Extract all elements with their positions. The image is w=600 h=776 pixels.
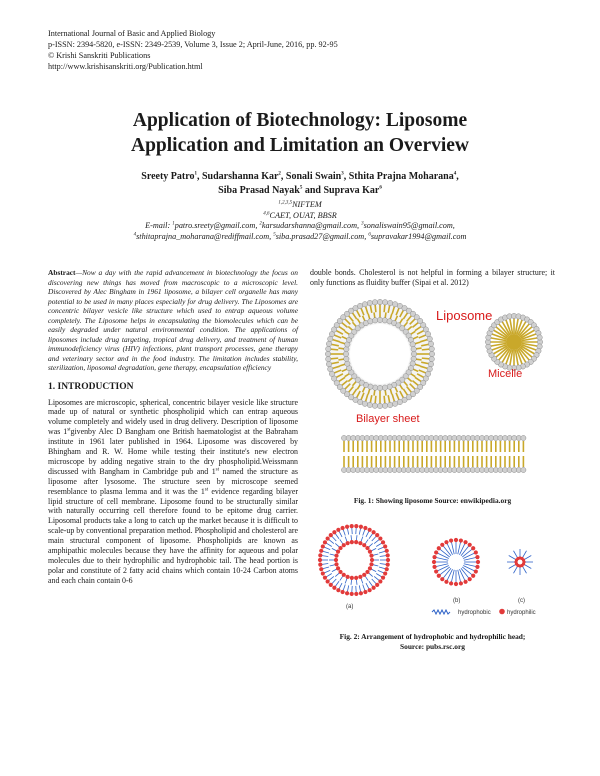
lipid-head bbox=[382, 318, 387, 323]
hydrophilic-head bbox=[372, 586, 376, 590]
lipid-head bbox=[372, 318, 377, 323]
author-name: Sreety Patro bbox=[141, 171, 195, 182]
author-name: Sudarshanna Kar bbox=[202, 171, 279, 182]
lipid-head bbox=[428, 341, 433, 346]
hydrophilic-head bbox=[474, 550, 478, 554]
hydrophilic-head bbox=[378, 579, 382, 583]
lipid-head bbox=[427, 336, 432, 341]
hydrophilic-head bbox=[381, 540, 385, 544]
email-index: 3 bbox=[361, 221, 364, 227]
hydrophilic-head bbox=[372, 530, 376, 534]
hydrophilic-head bbox=[341, 590, 345, 594]
abstract bbox=[48, 268, 298, 373]
email-index: 5 bbox=[273, 231, 276, 237]
lipid-head bbox=[377, 403, 382, 408]
lipid-head bbox=[326, 346, 331, 351]
hydrophilic-head bbox=[476, 560, 480, 564]
hydrophilic-head bbox=[334, 558, 338, 562]
hydrophilic-head bbox=[338, 546, 342, 550]
hydrophilic-head bbox=[318, 558, 322, 562]
lipid-head bbox=[345, 361, 350, 366]
author-index: 1 bbox=[194, 171, 197, 177]
hydrophilic-head bbox=[326, 536, 330, 540]
author-name: Siba Prasad Nayak bbox=[218, 185, 300, 196]
hydrophilic-head bbox=[365, 570, 369, 574]
lipid-head bbox=[425, 331, 430, 336]
lipid-head bbox=[377, 299, 382, 304]
hydrophilic-head bbox=[434, 569, 438, 573]
hydrophilic-head bbox=[323, 540, 327, 544]
author-name: Sonali Swain bbox=[285, 171, 342, 182]
lipid-head bbox=[357, 303, 362, 308]
affiliations bbox=[40, 200, 560, 242]
hydrophilic-head bbox=[432, 555, 436, 559]
hydrophilic-head bbox=[323, 576, 327, 580]
hydrophilic-head bbox=[454, 582, 458, 586]
journal-url[interactable]: http://www.krishisanskriti.org/Publication.html bbox=[48, 62, 203, 71]
hydrophilic-head bbox=[444, 580, 448, 584]
lipid-head bbox=[325, 351, 330, 356]
hydrophilic-head bbox=[346, 575, 350, 579]
section-heading: 1. INTRODUCTION bbox=[48, 381, 134, 392]
lipid-head bbox=[367, 300, 372, 305]
hydrophilic-head bbox=[449, 581, 453, 585]
hydrophilic-head bbox=[375, 583, 379, 587]
hydrophilic-head bbox=[329, 583, 333, 587]
lipid-head bbox=[382, 403, 387, 408]
paper-title bbox=[40, 108, 560, 158]
micelle-label: Micelle bbox=[488, 368, 523, 380]
intro-paragraph bbox=[48, 398, 298, 586]
hydrophilic-head bbox=[432, 565, 436, 569]
hydrophilic-head bbox=[332, 586, 336, 590]
journal-copyright: © Krishi Sanskriti Publications bbox=[48, 51, 151, 60]
author-index: 5 bbox=[299, 185, 303, 191]
hydrophilic-head bbox=[368, 566, 372, 570]
hydrophilic-legend-label: hydrophilic bbox=[507, 610, 536, 616]
superscript: st bbox=[204, 487, 209, 493]
lipid-head bbox=[382, 300, 387, 305]
lipid-head bbox=[537, 335, 542, 340]
lipid-head bbox=[392, 401, 397, 406]
hydrophilic-head bbox=[346, 541, 350, 545]
fig2-micelle-c bbox=[507, 549, 533, 575]
hydrophilic-head bbox=[386, 553, 390, 557]
hydrophilic-head bbox=[437, 546, 441, 550]
hydrophilic-head bbox=[468, 577, 472, 581]
email-link[interactable]: supravakar1994@gmail.com bbox=[370, 231, 467, 241]
lipid-head bbox=[367, 402, 372, 407]
email-index: 1 bbox=[172, 221, 175, 227]
liposome-diagram bbox=[325, 299, 434, 408]
hydrophilic-head bbox=[362, 543, 366, 547]
hydrophilic-head bbox=[383, 544, 387, 548]
fig2-caption bbox=[310, 632, 555, 651]
fig2-vesicle-a bbox=[318, 524, 390, 596]
fig2-label-b: (b) bbox=[453, 598, 461, 604]
hydrophilic-head bbox=[345, 525, 349, 529]
right-column bbox=[310, 268, 555, 288]
hydrophilic-head bbox=[474, 569, 478, 573]
intro-text: evidence regarding bilayer lipid structure of cell membrane. Liposome found to be structurally similar with naturally occurring cell therefore found to be epitome drug carrier. Liposomal products take a long to catch up the market because it is difficult to scale-up by conventional preparation method. Phospholipid and cholesterol are main structural component of liposome. Phospholipids are known as amphipathic molecules because they have the affinity for aqueous and polar molecules due to their hydrophilic and hydrophobic tail. The head portion is polar and constitute of 2 fatty acid chains which contain 10-24 Carbon atoms and each chain contain 0-6 bbox=[48, 486, 298, 585]
author-name: Suprava Kar bbox=[323, 185, 380, 196]
hydrophilic-head bbox=[336, 550, 340, 554]
lipid-head bbox=[372, 403, 377, 408]
affil-inst: CAET, OUAT, BBSR bbox=[269, 210, 337, 220]
right-paragraph: double bonds. Cholesterol is not helpful in forming a bilayer structure; it only functions as fluidity buffer (Sipai et al. 2012) bbox=[310, 268, 555, 287]
hydrophilic-head bbox=[350, 576, 354, 580]
superscript: st bbox=[215, 467, 219, 473]
author-index: 2 bbox=[278, 171, 281, 177]
hydrophilic-head bbox=[386, 563, 390, 567]
hydrophilic-head bbox=[432, 560, 436, 564]
hydrophilic-head bbox=[318, 553, 322, 557]
hydrophilic-head bbox=[321, 544, 325, 548]
email-link[interactable]: karsudarshanna@gmail.com, bbox=[261, 221, 360, 230]
lipid-head bbox=[521, 435, 526, 440]
lipid-head bbox=[377, 385, 382, 390]
lipid-head bbox=[362, 302, 367, 307]
lipid-head bbox=[372, 385, 377, 390]
hydrophilic-head bbox=[522, 558, 525, 561]
email-index: 6 bbox=[368, 231, 371, 237]
hydrophilic-head bbox=[362, 573, 366, 577]
email-line-2 bbox=[40, 232, 560, 243]
author-index: 4 bbox=[453, 171, 457, 177]
email-link[interactable]: siba.prasad27@gmail.com, bbox=[275, 231, 367, 241]
bilayer-label: Bilayer sheet bbox=[356, 413, 420, 425]
hydrophilic-head bbox=[329, 533, 333, 537]
hydrophilic-head bbox=[471, 546, 475, 550]
hydrophilic-head bbox=[454, 538, 458, 542]
fig2-legend bbox=[432, 609, 536, 616]
micelle-core bbox=[506, 334, 522, 350]
hydrophilic-head bbox=[368, 550, 372, 554]
lipid-head bbox=[387, 384, 392, 389]
lipid-head bbox=[429, 346, 434, 351]
hydrophilic-head bbox=[385, 549, 389, 553]
email-index: 4 bbox=[133, 231, 137, 237]
hydrophilic-head bbox=[459, 581, 463, 585]
lipid-head bbox=[428, 361, 433, 366]
hydrophilic-head bbox=[359, 591, 363, 595]
journal-header bbox=[48, 28, 338, 72]
hydrophilic-head bbox=[463, 540, 467, 544]
hydrophilic-head bbox=[318, 563, 322, 567]
hydrophilic-head bbox=[386, 558, 390, 562]
lipid-head bbox=[344, 346, 349, 351]
hydrophilic-head bbox=[444, 540, 448, 544]
hydrophilic-head bbox=[475, 565, 479, 569]
hydrophilic-head bbox=[370, 558, 374, 562]
author-index: 3 bbox=[341, 171, 344, 177]
hydrophilic-head bbox=[359, 525, 363, 529]
hydrophilic-head bbox=[365, 546, 369, 550]
fig2-label-a: (a) bbox=[346, 604, 354, 610]
lipid-head bbox=[328, 336, 333, 341]
hydrophilic-head bbox=[475, 555, 479, 559]
micelle-diagram bbox=[485, 313, 542, 370]
hydrophilic-head bbox=[350, 524, 354, 528]
hydrophilic-head bbox=[358, 541, 362, 545]
journal-issn: p-ISSN: 2394-5820, e-ISSN: 2349-2539, Volume 3, Issue 2; April-June, 2016, pp. 92-95 bbox=[48, 40, 338, 49]
hydrophilic-head bbox=[383, 571, 387, 575]
hydrophilic-head bbox=[354, 592, 358, 596]
hydrophilic-head bbox=[358, 575, 362, 579]
email-link[interactable]: sonaliswain95@gmail.com, bbox=[363, 221, 455, 230]
author-name: Sthita Prajna Moharana bbox=[348, 171, 454, 182]
author-list: Sreety Patro$^1$, Sudarshanna Kar$^2$, Sonali Swain$^3$, Sthita Prajna Moharana$^4$, Siba Prasad Nayak$^5$ and Suprava Kar$^6$ bbox=[141, 171, 459, 196]
hydrophilic-head bbox=[369, 554, 373, 558]
hydrophilic-head bbox=[350, 540, 354, 544]
hydrophilic-head bbox=[338, 570, 342, 574]
lipid-head bbox=[387, 402, 392, 407]
hydrophilic-head bbox=[326, 579, 330, 583]
lipid-head bbox=[343, 351, 348, 356]
lipid-head bbox=[521, 467, 526, 472]
hydrophilic-head bbox=[332, 530, 336, 534]
title-line-1: Application of Biotechnology: Liposome bbox=[132, 110, 468, 131]
hydrophilic-head bbox=[378, 536, 382, 540]
lipid-head bbox=[411, 351, 416, 356]
hydrophilic-head bbox=[459, 538, 463, 542]
fig1-liposome-illustration bbox=[318, 298, 558, 488]
hydrophilic-head bbox=[350, 592, 354, 596]
affil-index: 1,2,3,5 bbox=[278, 200, 293, 206]
lipid-head bbox=[377, 317, 382, 322]
hydrophobic-legend-label: hydrophobic bbox=[458, 610, 491, 616]
abstract-text: —Now a day with the rapid advancement in biotechnology the focus on discovering new things has moved from macroscopic to a microscopic level. Discovered by Alec Bingham in 1961 liposome, a bilayer cell organelle has many potential to be used in many places especially for drug delivery. The Liposomes are concentric bilayer vesicle like structure which used to entrap aqueous volume completely. The Liposome helps in encapsulating the biomolecules which can be easily degraded under natural environmental condition. The applications of liposomes include drug targeting, tropical drug delivery, and treatment of human immunodeficiency virus (HIV) infections, plant transport processes, gene therapy and veterinary sector and in the food industry. The limitation includes stability, sterilization, liposomal degradation, gene therapy, encapsulation efficiency bbox=[48, 268, 298, 372]
hydrophilic-head bbox=[369, 562, 373, 566]
author-and: and bbox=[304, 185, 321, 196]
hydrophilic-head bbox=[342, 573, 346, 577]
hydrophilic-head bbox=[336, 566, 340, 570]
lipid-head bbox=[411, 346, 416, 351]
hydrophilic-head bbox=[363, 590, 367, 594]
email-line-1 bbox=[40, 221, 560, 232]
lipid-head bbox=[392, 302, 397, 307]
lipid-head bbox=[411, 356, 416, 361]
lipid-head bbox=[382, 385, 387, 390]
hydrophilic-head bbox=[336, 528, 340, 532]
hydrophilic-head bbox=[354, 576, 358, 580]
bilayer-sheet-diagram bbox=[341, 435, 526, 472]
author-index: 6 bbox=[379, 185, 382, 191]
lipid-head bbox=[368, 319, 373, 324]
hydrophilic-head bbox=[463, 580, 467, 584]
hydrophilic-head bbox=[375, 533, 379, 537]
journal-name: International Journal of Basic and Applied Biology bbox=[48, 29, 216, 38]
hydrophilic-head bbox=[319, 567, 323, 571]
hydrophilic-head bbox=[363, 526, 367, 530]
fig1-caption: Fig. 1: Showing liposome Source: enwikipedia.org bbox=[353, 496, 512, 505]
hydrophilic-head bbox=[334, 562, 338, 566]
fig2-label-c: (c) bbox=[518, 598, 525, 604]
hydrophilic-head bbox=[319, 549, 323, 553]
title-line-2: Application and Limitation an Overview bbox=[130, 135, 470, 156]
email-index: 2 bbox=[259, 221, 262, 227]
email-link[interactable]: sthitaprajna_moharana@rediffmail.com, bbox=[136, 231, 272, 241]
lipid-head bbox=[326, 356, 331, 361]
lipid-head bbox=[328, 366, 333, 371]
liposome-label: Liposome bbox=[436, 308, 493, 323]
fig2-micelle-b bbox=[432, 538, 480, 586]
hydrophobic-legend-icon bbox=[432, 610, 450, 614]
lipid-head bbox=[427, 366, 432, 371]
lipid-head bbox=[387, 300, 392, 305]
lipid-head bbox=[329, 371, 334, 376]
hydrophilic-head bbox=[334, 554, 338, 558]
lipid-head bbox=[429, 356, 434, 361]
hydrophilic-head bbox=[345, 591, 349, 595]
liposome-core bbox=[350, 324, 410, 384]
hydrophilic-head bbox=[368, 588, 372, 592]
abstract-label: Abstract bbox=[48, 268, 76, 277]
lipid-head bbox=[372, 300, 377, 305]
hydrophilic-head bbox=[385, 567, 389, 571]
affil-index: 4,6 bbox=[263, 210, 270, 216]
hydrophilic-head bbox=[471, 574, 475, 578]
hydrophilic-head bbox=[336, 588, 340, 592]
fig2-arrangement-illustration bbox=[312, 522, 558, 618]
fig2-caption-line-2: Source: pubs.rsc.org bbox=[400, 641, 465, 651]
intro-text: Liposomes are microscopic, spherical, concentric bilayer vesicle like structure made up of natural or synthetic phospholipid which can entrap aqueous volume completely and widely used in drug delivery. Description of liposome was 1 bbox=[48, 397, 298, 437]
lipid-head bbox=[344, 356, 349, 361]
hydrophilic-legend-icon bbox=[499, 609, 505, 615]
hydrophilic-head bbox=[368, 528, 372, 532]
hydrophilic-head bbox=[440, 577, 444, 581]
intro-text: named the structure as liposome after lysosome. The structure seen by microscope seemed resemblance to plasma lemma and it was the 1 bbox=[48, 466, 298, 496]
intro-text: givenby Alec D Bangham one British haematologist at the Babraham institute in 1961 later published in 1964. Liposome was discovered by Bhingham and R. W. Home while testing their institute's new electron microscope by adding negative strain to the dry phospholipid.Weissmann discussed with Bangham in Cambridge pub and 1 bbox=[48, 427, 298, 476]
hydrophilic-head bbox=[434, 550, 438, 554]
fig2-caption-line-1: Fig. 2: Arrangement of hydrophobic and hydrophilic head; bbox=[339, 632, 526, 641]
email-link[interactable]: patro.sreety@gmail.com, bbox=[174, 221, 258, 230]
hydrophilic-head bbox=[342, 543, 346, 547]
hydrophilic-head bbox=[437, 574, 441, 578]
lipid-head bbox=[429, 351, 434, 356]
lipid-head bbox=[326, 361, 331, 366]
affil-inst: NIFTEM bbox=[292, 200, 322, 209]
hydrophilic-head bbox=[381, 576, 385, 580]
hydrophilic-head bbox=[354, 540, 358, 544]
hydrophilic-head bbox=[341, 526, 345, 530]
lipid-head bbox=[326, 341, 331, 346]
lipid-head bbox=[362, 401, 367, 406]
superscript: st bbox=[67, 427, 71, 433]
hydrophilic-head bbox=[449, 538, 453, 542]
lipid-head bbox=[410, 342, 415, 347]
hydrophilic-head bbox=[354, 524, 358, 528]
email-label: E-mail: bbox=[145, 221, 171, 230]
left-column bbox=[48, 268, 298, 586]
hydrophilic-head bbox=[321, 571, 325, 575]
hydrophilic-head bbox=[468, 543, 472, 547]
hydrophilic-head bbox=[440, 543, 444, 547]
lipid-head bbox=[397, 399, 402, 404]
